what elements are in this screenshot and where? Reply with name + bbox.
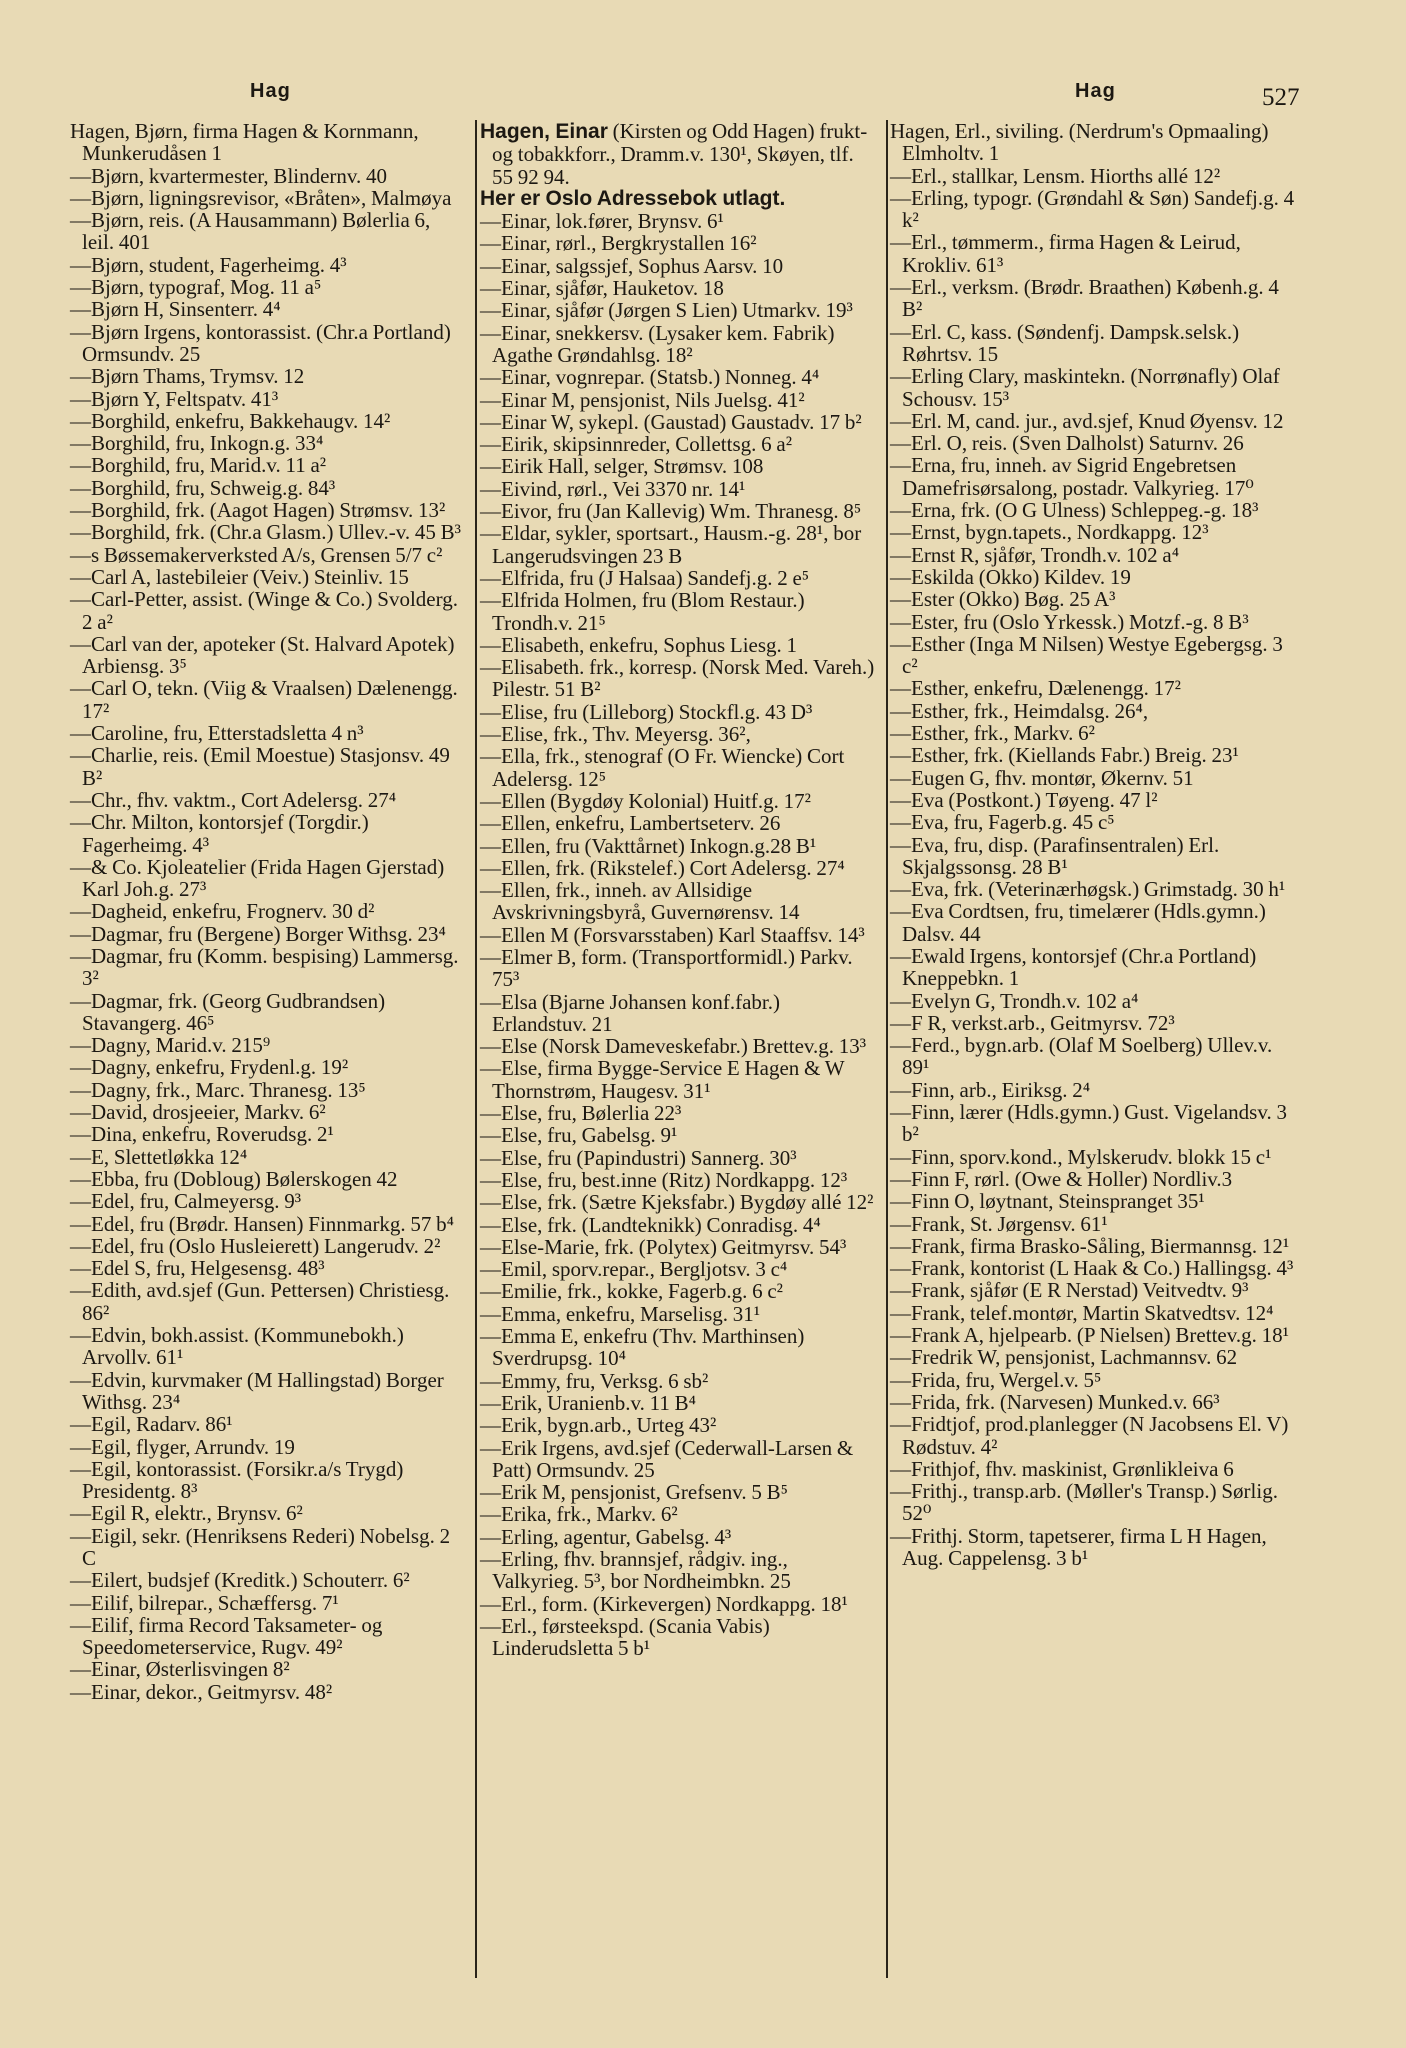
- directory-entry: —Finn F, rørl. (Owe & Holler) Nordliv.3: [890, 1166, 1233, 1191]
- directory-entry: —Borghild, fru, Inkogn.g. 33⁴: [70, 431, 324, 456]
- directory-entry: —Frida, frk. (Narvesen) Munked.v. 66³: [890, 1389, 1220, 1414]
- directory-entry: —Ewald Irgens, kontorsjef (Chr.a Portland) Kneppebkn. 1: [890, 943, 1257, 991]
- directory-entry: —Carl van der, apoteker (St. Halvard Apotek) Arbiensg. 3⁵: [70, 631, 455, 679]
- directory-entry: —Esther (Inga M Nilsen) Westye Egebergsg. 3 c²: [890, 631, 1283, 679]
- directory-entry: —Else-Marie, frk. (Polytex) Geitmyrsv. 54³: [480, 1234, 847, 1259]
- directory-entry: —Eivor, fru (Jan Kallevig) Wm. Thranesg. 8⁵: [480, 499, 862, 524]
- directory-entry: —Ellen (Bygdøy Kolonial) Huitf.g. 17²: [480, 788, 811, 813]
- directory-entry: —Erik M, pensjonist, Grefsenv. 5 B⁵: [480, 1480, 788, 1505]
- directory-entry: —Borghild, enkefru, Bakkehaugv. 14²: [70, 408, 391, 433]
- directory-entry: —Elfrida Holmen, fru (Blom Restaur.) Trondh.v. 21⁵: [480, 588, 805, 635]
- column-middle: [480, 120, 875, 1659]
- directory-entry: —Emma, enkefru, Marselisg. 31¹: [480, 1301, 761, 1326]
- directory-entry: —Eilif, bilrepar., Schæffersg. 7¹: [70, 1590, 339, 1615]
- directory-entry: —Egil, Radarv. 86¹: [70, 1412, 233, 1437]
- directory-entry: —Elfrida, fru (J Halsaa) Sandefj.g. 2 e⁵: [480, 565, 810, 590]
- directory-entry: —Edel, fru (Oslo Husleierett) Langerudv. 2²: [70, 1233, 441, 1258]
- directory-entry: —Else, fru, Bølerlia 22³: [480, 1101, 682, 1126]
- running-head-right: Hag: [1075, 80, 1116, 102]
- directory-entry: —Evelyn G, Trondh.v. 102 a⁴: [890, 988, 1139, 1013]
- directory-entry: —Eugen G, fhv. montør, Økernv. 51: [890, 765, 1194, 790]
- directory-entry: —Caroline, fru, Etterstadsletta 4 n³: [70, 721, 364, 746]
- directory-entry: —Carl-Petter, assist. (Winge & Co.) Svolderg. 2 a²: [70, 587, 458, 634]
- directory-entry: —Bjørn, student, Fagerheimg. 4³: [70, 252, 347, 277]
- directory-entry: —Erl., tømmerm., firma Hagen & Leirud, Krokliv. 61³: [890, 230, 1241, 277]
- directory-entry: —Finn, arb., Eiriksg. 2⁴: [890, 1077, 1091, 1102]
- directory-entry: —Eva, frk. (Veterinærhøgsk.) Grimstadg. 30 h¹: [890, 877, 1286, 902]
- directory-entry: —Ellen, enkefru, Lambertseterv. 26: [480, 811, 781, 836]
- directory-entry: —Emmy, fru, Verksg. 6 sb²: [480, 1368, 709, 1393]
- directory-entry: —Bjørn Thams, Trymsv. 12: [70, 364, 305, 389]
- directory-entry: —Einar W, sykepl. (Gaustad) Gaustadv. 17 b²: [480, 409, 862, 434]
- directory-entry: —Elisabeth, enkefru, Sophus Liesg. 1: [480, 632, 798, 657]
- directory-entry: —Einar, Østerlisvingen 8²: [70, 1657, 290, 1682]
- directory-entry: —Einar, snekkersv. (Lysaker kem. Fabrik) Agathe Grøndahlsg. 18²: [480, 320, 835, 367]
- directory-entry: —Eirik Hall, selger, Strømsv. 108: [480, 454, 764, 479]
- directory-entry: —Bjørn Y, Feltspatv. 41³: [70, 386, 279, 411]
- directory-entry: —Borghild, frk. (Aagot Hagen) Strømsv. 13²: [70, 498, 446, 523]
- directory-entry: Hagen, Bjørn, firma Hagen & Kornmann, Munkerudåsen 1: [70, 119, 419, 166]
- directory-entry: —Frida, fru, Wergel.v. 5⁵: [890, 1367, 1102, 1392]
- directory-entry: —Eirik, skipsinnreder, Collettsg. 6 a²: [480, 432, 792, 457]
- directory-entry: —Erling, fhv. brannsjef, rådgiv. ing., Valkyrieg. 5³, bor Nordheimbkn. 25: [480, 1547, 791, 1594]
- notice-line: Her er Oslo Adressebok utlagt.: [480, 186, 786, 210]
- directory-entry: —Eva, fru, disp. (Parafinsentralen) Erl. Skjalgssonsg. 28 B¹: [890, 832, 1220, 879]
- directory-entry: —E, Slettetløkka 12⁴: [70, 1144, 248, 1169]
- directory-entry: —Ebba, fru (Dobloug) Bølerskogen 42: [70, 1166, 398, 1191]
- directory-entry: —Dagmar, fru (Komm. bespising) Lammersg. 3²: [70, 943, 459, 991]
- directory-entry: —Else, fru, Gabelsg. 9¹: [480, 1123, 678, 1148]
- directory-entry: —Ester, fru (Oslo Yrkessk.) Motzf.-g. 8 B³: [890, 609, 1249, 634]
- directory-entry: —Esther, frk., Markv. 6²: [890, 721, 1095, 746]
- directory-entry: —Ernst, bygn.tapets., Nordkappg. 12³: [890, 520, 1209, 545]
- directory-entry: —Erika, frk., Markv. 6²: [480, 1502, 678, 1527]
- directory-entry: —Else, frk. (Landteknikk) Conradisg. 4⁴: [480, 1212, 821, 1237]
- directory-entry: —Edvin, kurvmaker (M Hallingstad) Borger Withsg. 23⁴: [70, 1367, 444, 1414]
- directory-entry: —Frithjof, fhv. maskinist, Grønlikleiva 6: [890, 1456, 1234, 1481]
- directory-entry: —Eva Cordtsen, fru, timelærer (Hdls.gymn.) Dalsv. 44: [890, 899, 1266, 946]
- directory-entry: —Esther, frk. (Kiellands Fabr.) Breig. 23¹: [890, 743, 1239, 768]
- directory-entry: —Frank A, hjelpearb. (P Nielsen) Brettev.g. 18¹: [890, 1323, 1289, 1348]
- directory-entry: —Emil, sporv.repar., Bergljotsv. 3 c⁴: [480, 1257, 788, 1282]
- directory-entry: —Borghild, fru, Marid.v. 11 a²: [70, 453, 327, 478]
- lead-entry: [480, 120, 875, 188]
- directory-entry: —Erl., form. (Kirkevergen) Nordkappg. 18¹: [480, 1591, 848, 1616]
- directory-entry: —David, drosjeeier, Markv. 6²: [70, 1100, 326, 1125]
- directory-entry: —Else, frk. (Sætre Kjeksfabr.) Bygdøy allé 12²: [480, 1190, 874, 1215]
- directory-entry: —Erik, Uranienb.v. 11 B⁴: [480, 1390, 696, 1415]
- directory-entry: —Edel, fru, Calmeyersg. 9³: [70, 1189, 302, 1214]
- directory-entry: —Finn O, løytnant, Steinspranget 35¹: [890, 1189, 1205, 1214]
- directory-entry: —Else, fru (Papindustri) Sannerg. 30³: [480, 1145, 797, 1170]
- directory-entry: —Frank, kontorist (L Haak & Co.) Hallingsg. 4³: [890, 1256, 1294, 1281]
- directory-entry: —Einar, vognrepar. (Statsb.) Nonneg. 4⁴: [480, 365, 820, 390]
- directory-entry: —Chr. Milton, kontorsjef (Torgdir.) Fagerheimg. 4³: [70, 810, 369, 857]
- directory-entry: —Else, firma Bygge-Service E Hagen & W Thornstrøm, Haugesv. 31¹: [480, 1056, 845, 1103]
- directory-entry: —Frank, telef.montør, Martin Skatvedtsv. 12⁴: [890, 1300, 1274, 1325]
- lead-name: Hagen, Einar: [480, 120, 608, 143]
- directory-entry: —Egil, kontorassist. (Forsikr.a/s Trygd) Presidentg. 8³: [70, 1456, 404, 1504]
- directory-entry: —Erl., verksm. (Brødr. Braathen) Københ.g. 4 B²: [890, 275, 1279, 322]
- directory-entry: —F R, verkst.arb., Geitmyrsv. 72³: [890, 1010, 1175, 1035]
- running-head-left: Hag: [250, 80, 291, 102]
- directory-entry: —Carl O, tekn. (Viig & Vraalsen) Dælenengg. 17²: [70, 676, 458, 723]
- directory-entry: —Edel S, fru, Helgesensg. 48³: [70, 1256, 325, 1281]
- directory-entry: —Bjørn, kvartermester, Blindernv. 40: [70, 163, 388, 188]
- directory-entry: —Egil, flyger, Arrundv. 19: [70, 1434, 295, 1459]
- directory-entry: —Erik Irgens, avd.sjef (Cederwall-Larsen & Patt) Ormsundv. 25: [480, 1435, 854, 1482]
- directory-entry: —Borghild, fru, Schweig.g. 84³: [70, 475, 336, 500]
- directory-entry: —Einar, salgssjef, Sophus Aarsv. 10: [480, 253, 784, 278]
- directory-entry: —Egil R, elektr., Brynsv. 6²: [70, 1501, 303, 1526]
- directory-entry: —Erl. M, cand. jur., avd.sjef, Knud Øyensv. 12: [890, 408, 1284, 433]
- directory-entry: —Borghild, frk. (Chr.a Glasm.) Ullev.-v. 45 B³: [70, 520, 461, 545]
- directory-entry: —Finn, sporv.kond., Mylskerudv. blokk 15 c¹: [890, 1144, 1272, 1169]
- directory-entry: —Esther, frk., Heimdalsg. 26⁴,: [890, 698, 1149, 723]
- directory-entry: —Erik, bygn.arb., Urteg 43²: [480, 1413, 717, 1438]
- directory-entry: —Eva (Postkont.) Tøyeng. 47 l²: [890, 787, 1158, 812]
- directory-entry: —Edith, avd.sjef (Gun. Pettersen) Christiesg. 86²: [70, 1278, 450, 1325]
- directory-entry: —Frank, sjåfør (E R Nerstad) Veitvedtv. 9³: [890, 1278, 1249, 1303]
- directory-entry: —Elmer B, form. (Transportformidl.) Parkv. 75³: [480, 944, 853, 992]
- directory-entry: —Ella, frk., stenograf (O Fr. Wiencke) Cort Adelersg. 12⁵: [480, 744, 845, 791]
- directory-entry: —Erl. O, reis. (Sven Dalholst) Saturnv. 26: [890, 431, 1244, 456]
- directory-entry: —Dagheid, enkefru, Frognerv. 30 d²: [70, 899, 375, 924]
- directory-entry: —Dagmar, fru (Bergene) Borger Withsg. 23⁴: [70, 921, 446, 946]
- directory-entry: —Chr., fhv. vaktm., Cort Adelersg. 27⁴: [70, 787, 397, 812]
- directory-entry: —Edel, fru (Brødr. Hansen) Finnmarkg. 57 b⁴: [70, 1211, 455, 1236]
- directory-entry: —Ferd., bygn.arb. (Olaf M Soelberg) Ullev.v. 89¹: [890, 1033, 1273, 1080]
- directory-entry: —& Co. Kjoleatelier (Frida Hagen Gjerstad) Karl Joh.g. 27³: [70, 854, 445, 902]
- directory-entry: —Emma E, enkefru (Thv. Marthinsen) Sverdrupsg. 10⁴: [480, 1324, 805, 1371]
- page-number: 527: [1262, 84, 1300, 111]
- directory-entry: Hagen, Erl., siviling. (Nerdrum's Opmaaling) Elmholtv. 1: [890, 119, 1269, 166]
- column-divider: [475, 120, 477, 1978]
- directory-entry: —Erl., førsteekspd. (Scania Vabis) Linderudsletta 5 b¹: [480, 1613, 770, 1661]
- directory-entry: —Finn, lærer (Hdls.gymn.) Gust. Vigelandsv. 3 b²: [890, 1100, 1287, 1147]
- directory-entry: —Frank, St. Jørgensv. 61¹: [890, 1211, 1108, 1236]
- directory-entry: —Bjørn, typograf, Mog. 11 a⁵: [70, 275, 322, 300]
- directory-entry: —Elsa (Bjarne Johansen konf.fabr.) Erlandstuv. 21: [480, 989, 780, 1036]
- directory-entry: —Eskilda (Okko) Kildev. 19: [890, 564, 1131, 589]
- directory-entry: —Ellen, fru (Vakttårnet) Inkogn.g.28 B¹: [480, 833, 817, 858]
- directory-entry: —Ellen, frk. (Rikstelef.) Cort Adelersg. 27⁴: [480, 855, 845, 880]
- directory-entry: —Frank, firma Brasko-Såling, Biermannsg. 12¹: [890, 1233, 1290, 1258]
- directory-entry: —Carl A, lastebileier (Veiv.) Steinliv. 15: [70, 564, 409, 589]
- directory-entry: —Ernst R, sjåfør, Trondh.v. 102 a⁴: [890, 542, 1180, 567]
- directory-entry: —Ellen M (Forsvarsstaben) Karl Staaffsv. 14³: [480, 922, 865, 947]
- directory-entry: —Erling Clary, maskintekn. (Norrønafly) Olaf Schousv. 15³: [890, 364, 1280, 411]
- directory-entry: —Frithj., transp.arb. (Møller's Transp.) Sørlig. 52⁰: [890, 1479, 1278, 1526]
- directory-entry: —Erna, frk. (O G Ulness) Schleppeg.-g. 18³: [890, 498, 1259, 523]
- lead-details: (Kirsten og Odd Hagen) frukt- og tobakkforr., Dramm.v. 130¹, Skøyen, tlf. 55 92 94.: [492, 119, 868, 189]
- directory-entry: —Charlie, reis. (Emil Moestue) Stasjonsv. 49 B²: [70, 743, 450, 790]
- column-divider: [886, 120, 888, 1978]
- directory-entry: —Erling, typogr. (Grøndahl & Søn) Sandefj.g. 4 k²: [890, 185, 1295, 233]
- directory-entry: —Dagny, Marid.v. 215⁹: [70, 1033, 271, 1058]
- directory-entry: —Bjørn, reis. (A Hausammann) Bølerlia 6, leil. 401: [70, 208, 431, 255]
- directory-entry: —Erl. C, kass. (Søndenfj. Dampsk.selsk.) Røhrtsv. 15: [890, 319, 1240, 366]
- directory-entry: —Else, fru, best.inne (Ritz) Nordkappg. 12³: [480, 1167, 848, 1192]
- directory-entry: —Elise, frk., Thv. Meyersg. 36²,: [480, 722, 751, 747]
- directory-entry: —s Bøssemakerverksted A/s, Grensen 5/7 c²: [70, 542, 443, 567]
- directory-entry: —Elisabeth. frk., korresp. (Norsk Med. Vareh.) Pilestr. 51 B²: [480, 655, 875, 702]
- directory-entry: —Einar M, pensjonist, Nils Juelsg. 41²: [480, 387, 805, 412]
- directory-entry: —Elise, fru (Lilleborg) Stockfl.g. 43 D³: [480, 699, 813, 724]
- directory-entry: —Fridtjof, prod.planlegger (N Jacobsens El. V) Rødstuv. 4²: [890, 1412, 1289, 1459]
- directory-entry: —Einar, rørl., Bergkrystallen 16²: [480, 231, 757, 256]
- directory-entry: —Dagny, frk., Marc. Thranesg. 13⁵: [70, 1077, 366, 1102]
- directory-entry: —Eva, fru, Fagerb.g. 45 c⁵: [890, 810, 1115, 835]
- directory-entry: —Else (Norsk Dameveskefabr.) Brettev.g. 13³: [480, 1034, 867, 1059]
- directory-entry: —Erl., stallkar, Lensm. Hiorths allé 12²: [890, 163, 1221, 188]
- directory-entry: —Eivind, rørl., Vei 3370 nr. 14¹: [480, 476, 746, 501]
- directory-entry: —Einar, sjåfør (Jørgen S Lien) Utmarkv. 19³: [480, 298, 853, 323]
- directory-entry: —Einar, sjåfør, Hauketov. 18: [480, 276, 724, 301]
- directory-entry: —Bjørn, ligningsrevisor, «Bråten», Malmøya: [70, 185, 452, 210]
- directory-entry: —Dagny, enkefru, Frydenl.g. 19²: [70, 1055, 349, 1080]
- directory-entry: —Eldar, sykler, sportsart., Hausm.-g. 28¹, bor Langerudsvingen 23 B: [480, 521, 862, 568]
- directory-entry: —Emilie, frk., kokke, Fagerb.g. 6 c²: [480, 1279, 783, 1304]
- directory-entry: —Ester (Okko) Bøg. 25 A³: [890, 587, 1116, 612]
- directory-entry: —Esther, enkefru, Dælenengg. 17²: [890, 676, 1181, 701]
- directory-entry: —Bjørn Irgens, kontorassist. (Chr.a Portland) Ormsundv. 25: [70, 319, 451, 366]
- directory-entry: —Erling, agentur, Gabelsg. 4³: [480, 1524, 732, 1549]
- directory-entry: —Fredrik W, pensjonist, Lachmannsv. 62: [890, 1345, 1238, 1370]
- directory-entry: —Erna, fru, inneh. av Sigrid Engebretsen Damefrisørsalong, postadr. Valkyrieg. 17⁰: [890, 453, 1254, 500]
- directory-entry: —Edvin, bokh.assist. (Kommunebokh.) Arvollv. 61¹: [70, 1323, 404, 1370]
- column-left: [70, 120, 465, 1703]
- directory-entry: —Eilert, budsjef (Kreditk.) Schouterr. 6²: [70, 1568, 410, 1593]
- directory-entry: —Dagmar, frk. (Georg Gudbrandsen) Stavangerg. 46⁵: [70, 988, 386, 1035]
- directory-entry: —Eigil, sekr. (Henriksens Rederi) Nobelsg. 2 C: [70, 1523, 451, 1570]
- column-right: [890, 120, 1300, 1569]
- directory-entry: —Dina, enkefru, Roverudsg. 2¹: [70, 1122, 334, 1147]
- directory-entry: —Eilif, firma Record Taksameter- og Speedometerservice, Rugv. 49²: [70, 1612, 383, 1660]
- directory-entry: —Bjørn H, Sinsenterr. 4⁴: [70, 297, 281, 322]
- directory-entry: —Einar, dekor., Geitmyrsv. 48²: [70, 1679, 333, 1704]
- directory-entry: —Frithj. Storm, tapetserer, firma L H Hagen, Aug. Cappelensg. 3 b¹: [890, 1523, 1267, 1570]
- directory-entry: —Ellen, frk., inneh. av Allsidige Avskrivningsbyrå, Guvernørensv. 14: [480, 878, 800, 925]
- directory-entry: —Einar, lok.fører, Brynsv. 6¹: [480, 209, 724, 234]
